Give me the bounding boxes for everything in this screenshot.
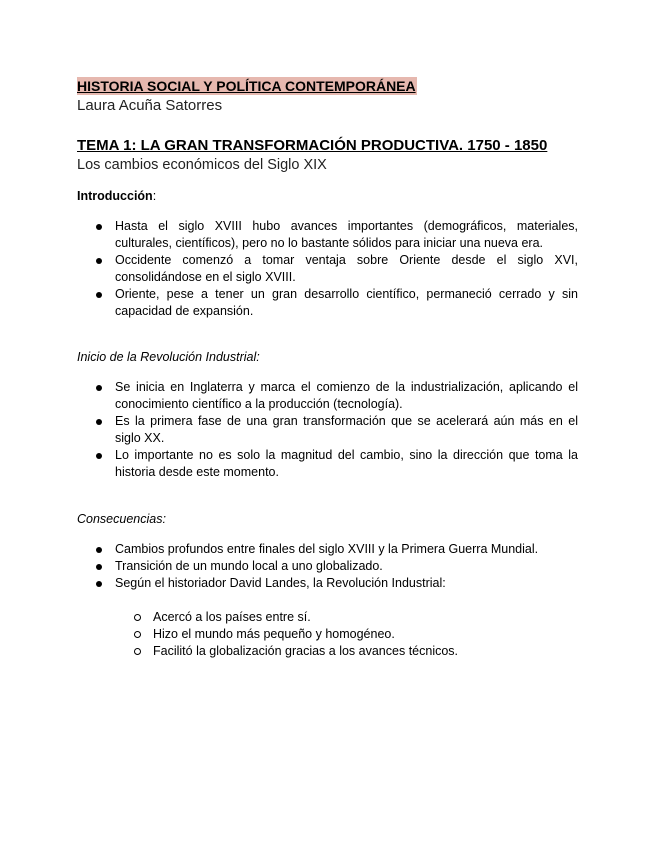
list-item-text: Occidente comenzó a tomar ventaja sobre Oriente desde el siglo XVI, consolidándose en el siglo XVIII. xyxy=(115,253,578,284)
intro-heading xyxy=(77,189,156,203)
bullet-icon xyxy=(96,453,102,459)
revolution-list xyxy=(77,379,578,481)
sub-list-item xyxy=(115,643,575,660)
list-item xyxy=(77,413,578,447)
bullet-icon xyxy=(96,581,102,587)
list-item xyxy=(77,218,578,252)
hollow-bullet-icon xyxy=(134,631,141,638)
sub-list-item-text: Hizo el mundo más pequeño y homogéneo. xyxy=(153,627,395,641)
list-item-text: Cambios profundos entre finales del siglo XVIII y la Primera Guerra Mundial. xyxy=(115,542,539,556)
list-item xyxy=(77,447,578,481)
bullet-icon xyxy=(96,224,102,230)
list-item-text: Se inicia en Inglaterra y marca el comienzo de la industrialización, aplicando el conocimiento científico a la producción (tecnología). xyxy=(115,380,578,411)
intro-heading-label: Introducción xyxy=(77,189,153,203)
hollow-bullet-icon xyxy=(134,648,141,655)
list-item-text: Hasta el siglo XVIII hubo avances importantes (demográficos, materiales, culturales, científicos), pero no lo bastante sólidos para iniciar una nueva era. xyxy=(115,219,578,250)
bullet-icon xyxy=(96,564,102,570)
bullet-icon xyxy=(96,419,102,425)
topic-title: TEMA 1: LA GRAN TRANSFORMACIÓN PRODUCTIVA. 1750 - 1850 xyxy=(77,137,548,154)
list-item xyxy=(77,252,578,286)
list-item-text: Es la primera fase de una gran transformación que se acelerará aún más en el siglo XX. xyxy=(115,414,578,445)
course-title: HISTORIA SOCIAL Y POLÍTICA CONTEMPORÁNEA xyxy=(77,78,416,94)
list-item xyxy=(77,558,578,575)
list-item xyxy=(77,575,578,592)
hollow-bullet-icon xyxy=(134,614,141,621)
revolution-heading: Inicio de la Revolución Industrial: xyxy=(77,350,260,364)
consequences-list xyxy=(77,541,578,592)
list-item xyxy=(77,541,578,558)
list-item-text: Transición de un mundo local a uno globalizado. xyxy=(115,559,383,573)
bullet-icon xyxy=(96,385,102,391)
list-item-text: Oriente, pese a tener un gran desarrollo científico, permaneció cerrado y sin capacidad de expansión. xyxy=(115,287,578,318)
bullet-icon xyxy=(96,292,102,298)
bullet-icon xyxy=(96,258,102,264)
bullet-icon xyxy=(96,547,102,553)
list-item-text: Lo importante no es solo la magnitud del cambio, sino la dirección que toma la historia desde este momento. xyxy=(115,448,578,479)
sub-list-item xyxy=(115,609,575,626)
sub-list-item xyxy=(115,626,575,643)
intro-heading-colon: : xyxy=(152,189,157,203)
sub-list-item-text: Facilitó la globalización gracias a los avances técnicos. xyxy=(153,644,459,658)
author-name: Laura Acuña Satorres xyxy=(77,97,223,114)
list-item xyxy=(77,379,578,413)
topic-subtitle: Los cambios económicos del Siglo XIX xyxy=(77,157,327,173)
list-item xyxy=(77,286,578,320)
sub-list-item-text: Acercó a los países entre sí. xyxy=(153,610,311,624)
intro-list xyxy=(77,218,578,320)
consequences-heading: Consecuencias: xyxy=(77,512,166,526)
list-item-text: Según el historiador David Landes, la Revolución Industrial: xyxy=(115,576,446,590)
landes-sublist xyxy=(115,609,575,660)
